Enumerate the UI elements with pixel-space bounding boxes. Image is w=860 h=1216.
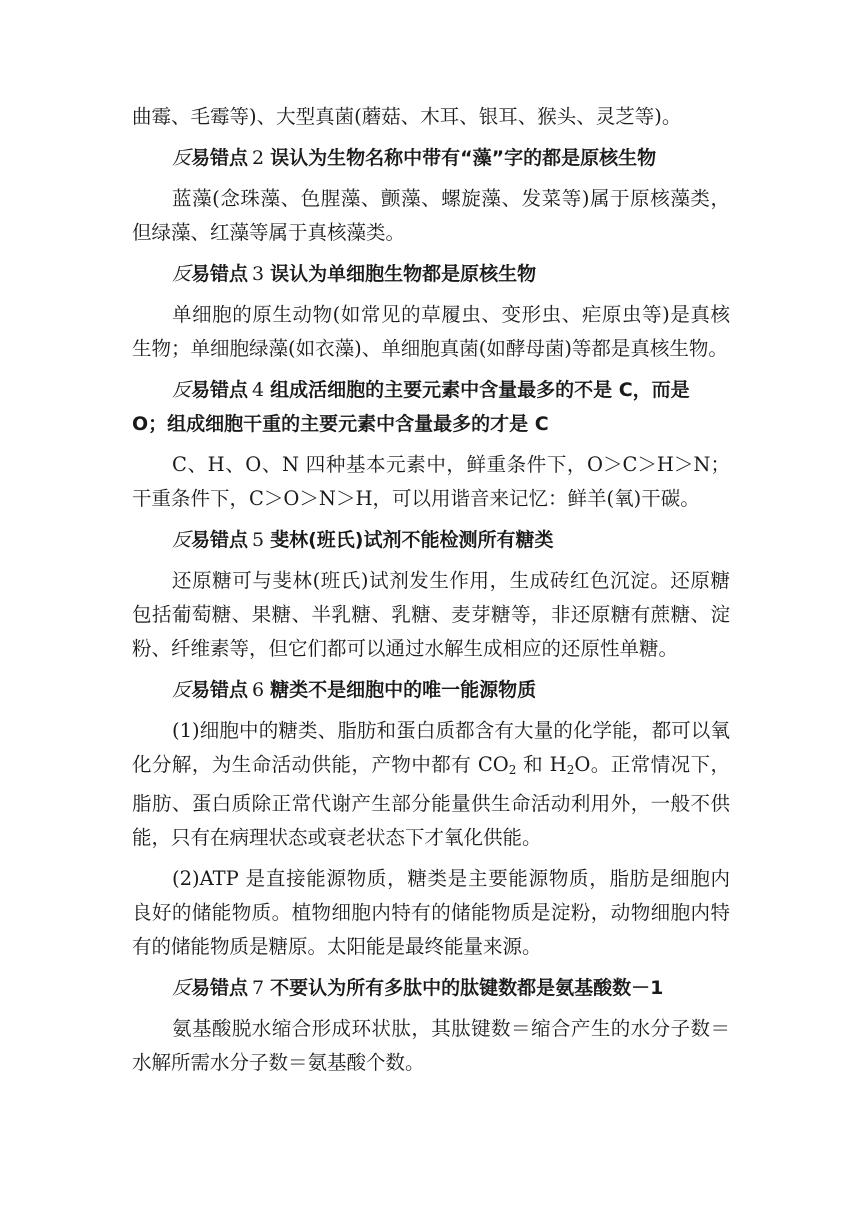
label: 易错点	[191, 529, 249, 551]
error-point-4-heading	[132, 373, 730, 441]
error-point-number: 5	[252, 529, 265, 551]
label: 易错点	[191, 977, 249, 999]
error-point-6-body-2: (2)ATP 是直接能源物质，糖类是主要能源物质，脂肪是细胞内良好的储能物质。植物细胞内特有的储能物质是淀粉，动物细胞内特有的储能物质是糖原。太阳能是最终能量来源。	[132, 867, 730, 958]
body-text: 和 H	[516, 753, 567, 776]
error-point-5-body: 还原糖可与斐林(班氏)试剂发生作用，生成砖红色沉淀。还原糖包括葡萄糖、果糖、半乳糖、乳糖、麦芽糖等，非还原糖有蔗糖、淀粉、纤维素等，但它们都可以通过水解生成相应的还原性单糖。	[132, 569, 730, 660]
error-point-4-body: C、H、O、N 四种基本元素中，鲜重条件下，O＞C＞H＞N；干重条件下，C＞O＞N＞H，可以用谐音来记忆：鲜羊(氧)干碳。	[132, 453, 730, 510]
error-point-number: 3	[252, 263, 265, 285]
marker-glyph: 反	[172, 679, 192, 701]
label: 易错点	[191, 147, 249, 169]
error-point-3-heading	[132, 257, 730, 291]
error-point-6-heading	[132, 673, 730, 707]
error-point-2-heading	[132, 141, 730, 175]
error-point-number: 4	[252, 379, 265, 401]
heading-title: 不要认为所有多肽中的肽键数都是氨基酸数－1	[270, 977, 664, 999]
label: 易错点	[191, 263, 249, 285]
heading-title: 组成活细胞的主要元素中含量最多的不是 C，而是 O；组成细胞干重的主要元素中含量最多的才是 C	[132, 379, 690, 435]
error-point-2-body: 蓝藻(念珠藻、色腥藻、颤藻、螺旋藻、发菜等)属于原核藻类，但绿藻、红藻等属于真核藻类。	[132, 187, 730, 244]
error-point-5-heading	[132, 523, 730, 557]
error-point-7-heading	[132, 971, 730, 1005]
heading-title: 误认为生物名称中带有“藻”字的都是原核生物	[270, 147, 657, 169]
subscript: 2	[508, 763, 517, 777]
marker-glyph: 反	[172, 379, 192, 401]
marker-glyph: 反	[172, 529, 192, 551]
error-point-7-body: 氨基酸脱水缩合形成环状肽，其肽键数＝缩合产生的水分子数＝水解所需水分子数＝氨基酸个数。	[132, 1017, 730, 1074]
body-text: (1)细胞中的糖类、脂肪和蛋白质都含有大量的化学能，都可以氧化分解，为生命活动供能，产物中都有 CO	[132, 719, 730, 776]
error-point-3-body: 单细胞的原生动物(如常见的草履虫、变形虫、疟原虫等)是真核生物；单细胞绿藻(如衣藻)、单细胞真菌(如酵母菌)等都是真核生物。	[132, 303, 730, 360]
label: 易错点	[191, 379, 249, 401]
error-point-number: 2	[252, 147, 265, 169]
error-point-6-body-1	[132, 714, 730, 855]
document-page	[132, 100, 730, 1087]
intro-paragraph: 曲霉、毛霉等)、大型真菌(蘑菇、木耳、银耳、猴头、灵芝等)。	[132, 105, 682, 128]
marker-glyph: 反	[172, 147, 192, 169]
marker-glyph: 反	[172, 263, 192, 285]
heading-title: 斐林(班氏)试剂不能检测所有糖类	[270, 529, 554, 551]
marker-glyph: 反	[172, 977, 192, 999]
subscript: 2	[566, 763, 575, 777]
heading-title: 误认为单细胞生物都是原核生物	[270, 263, 537, 285]
error-point-number: 7	[252, 977, 265, 999]
error-point-number: 6	[252, 679, 265, 701]
label: 易错点	[191, 679, 249, 701]
heading-title: 糖类不是细胞中的唯一能源物质	[270, 679, 537, 701]
body-text: O。正常情况下，脂肪、蛋白质除正常代谢产生部分能量供生命活动利用外，一般不供能，只有在病理状态或衰老状态下才氧化供能。	[132, 753, 730, 849]
